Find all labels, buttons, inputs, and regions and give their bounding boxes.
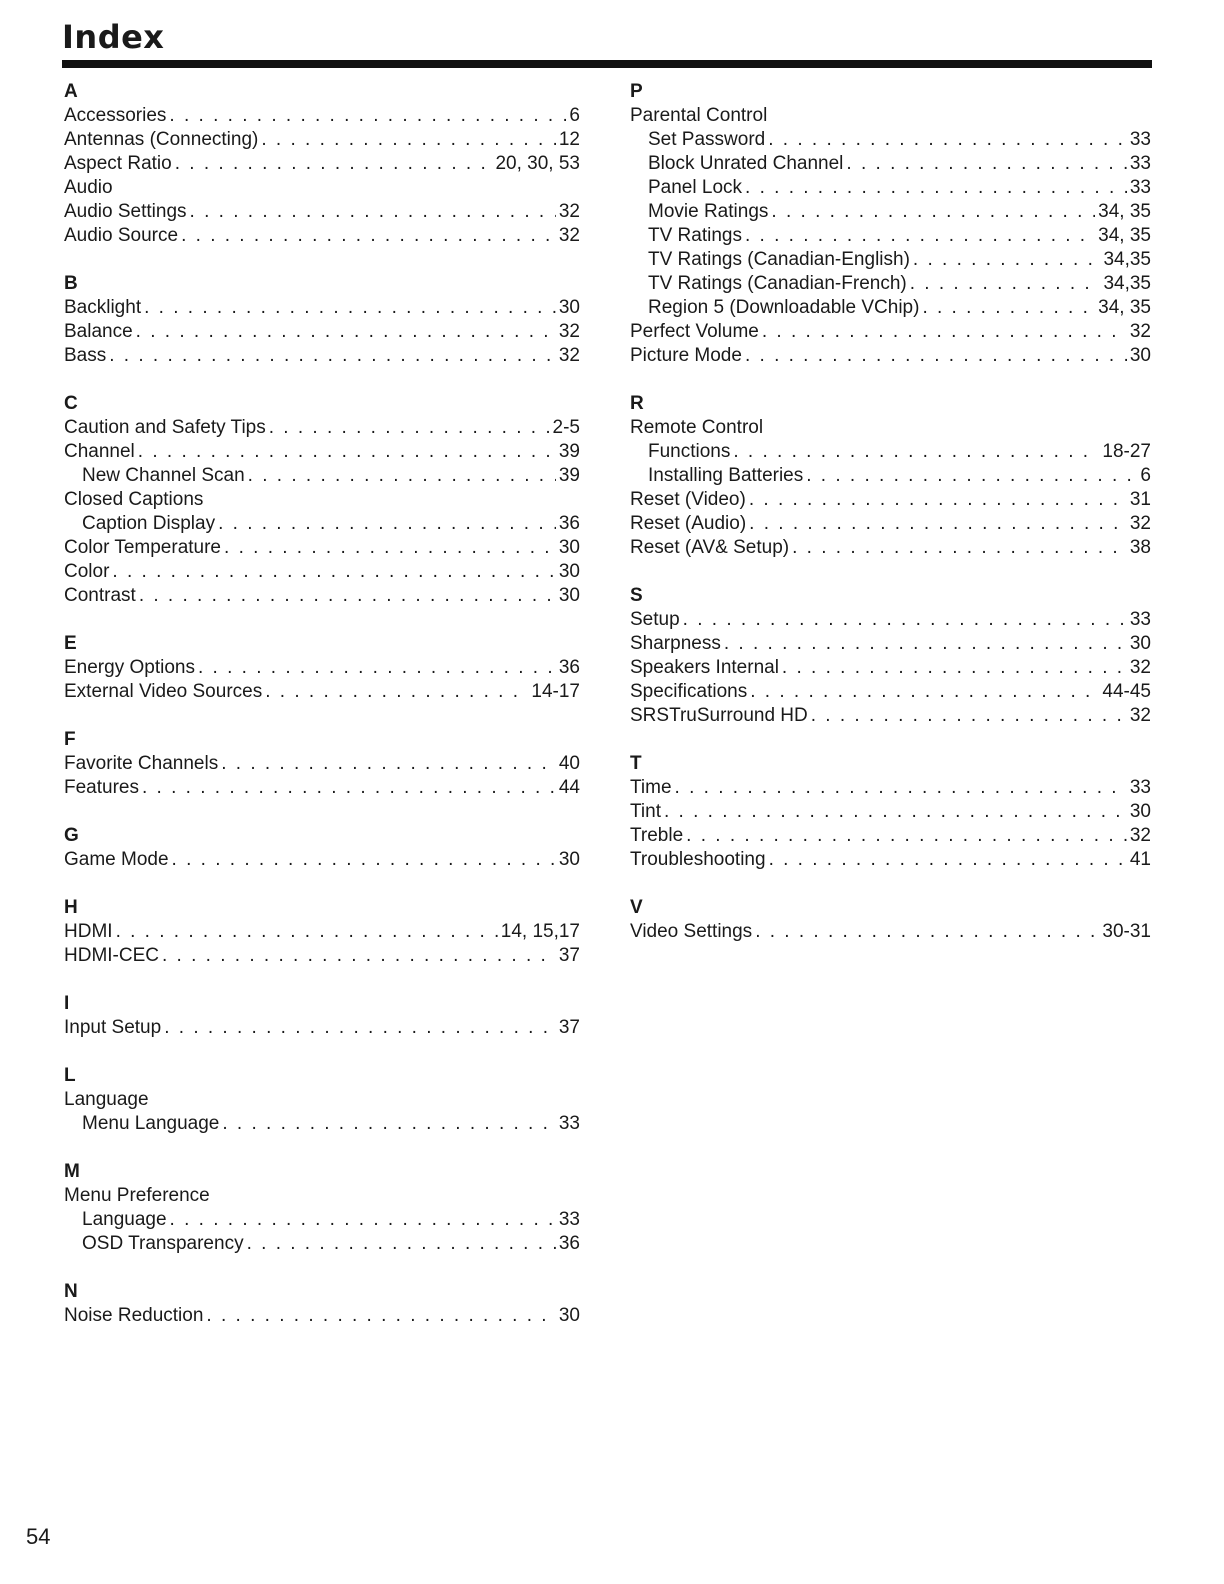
entry-label: Sharpness xyxy=(630,633,721,654)
dot-leader xyxy=(675,776,1127,800)
index-entry xyxy=(64,1112,580,1136)
dot-leader xyxy=(224,536,556,560)
entry-page: 30 xyxy=(1129,633,1151,654)
dot-leader xyxy=(247,1232,556,1256)
entry-label: Balance xyxy=(64,321,133,342)
index-entry xyxy=(64,944,580,968)
dot-leader xyxy=(136,320,556,344)
index-entry xyxy=(64,584,580,608)
dot-leader xyxy=(162,944,556,968)
entry-page: 30 xyxy=(558,1305,580,1326)
dot-leader xyxy=(664,800,1127,824)
entry-label: Caution and Safety Tips xyxy=(64,417,266,438)
page-title: Index xyxy=(62,18,165,56)
entry-label: Region 5 (Downloadable VChip) xyxy=(648,297,920,318)
index-section-s xyxy=(630,584,1151,728)
index-entry xyxy=(64,776,580,800)
entry-page: 36 xyxy=(558,1233,580,1254)
index-entry xyxy=(64,344,580,368)
entry-page: 30 xyxy=(558,297,580,318)
entry-page: 32 xyxy=(558,345,580,366)
index-section-g xyxy=(64,824,580,872)
index-column-right xyxy=(630,80,1151,968)
index-entry xyxy=(630,848,1151,872)
index-entry xyxy=(630,248,1151,272)
entry-label: Noise Reduction xyxy=(64,1305,204,1326)
dot-leader xyxy=(169,104,566,128)
index-heading: Menu Preference xyxy=(64,1185,210,1206)
index-heading: Language xyxy=(64,1089,149,1110)
entry-page: 36 xyxy=(558,513,580,534)
entry-label: Troubleshooting xyxy=(630,849,766,870)
entry-label: Set Password xyxy=(648,129,766,150)
dot-leader xyxy=(222,1112,556,1136)
dot-leader xyxy=(248,464,556,488)
entry-label: Block Unrated Channel xyxy=(648,153,844,174)
index-entry xyxy=(630,680,1151,704)
entry-label: Audio Source xyxy=(64,225,179,246)
entry-label: Game Mode xyxy=(64,849,169,870)
entry-label: Language xyxy=(82,1209,167,1230)
entry-page: 34,35 xyxy=(1103,273,1151,294)
dot-leader xyxy=(762,320,1127,344)
entry-label: Caption Display xyxy=(82,513,216,534)
index-section-t xyxy=(630,752,1151,872)
entry-page: 33 xyxy=(1129,777,1151,798)
entry-page: 34,35 xyxy=(1103,249,1151,270)
entry-label: New Channel Scan xyxy=(82,465,245,486)
index-entry xyxy=(630,704,1151,728)
dot-leader xyxy=(164,1016,556,1040)
index-entry xyxy=(64,1304,580,1328)
dot-leader xyxy=(683,608,1127,632)
dot-leader xyxy=(910,272,1101,296)
entry-label: Movie Ratings xyxy=(648,201,769,222)
entry-page: 14, 15,17 xyxy=(500,921,580,942)
entry-page: 32 xyxy=(558,225,580,246)
entry-label: Installing Batteries xyxy=(648,465,804,486)
index-entry xyxy=(630,776,1151,800)
index-section-l xyxy=(64,1064,580,1136)
entry-page: 33 xyxy=(558,1209,580,1230)
index-column-left xyxy=(64,80,580,1352)
entry-label: Reset (AV& Setup) xyxy=(630,537,790,558)
dot-leader xyxy=(112,560,555,584)
section-letter: B xyxy=(64,273,78,294)
entry-label: Color xyxy=(64,561,110,582)
entry-page: 39 xyxy=(558,441,580,462)
entry-page: 34, 35 xyxy=(1098,225,1151,246)
entry-label: External Video Sources xyxy=(64,681,263,702)
index-section-f xyxy=(64,728,580,800)
dot-leader xyxy=(724,632,1127,656)
index-section-e xyxy=(64,632,580,704)
dot-leader xyxy=(261,128,556,152)
entry-page: 36 xyxy=(558,657,580,678)
entry-label: Channel xyxy=(64,441,135,462)
entry-label: Backlight xyxy=(64,297,142,318)
index-entry xyxy=(64,104,580,128)
section-letter: N xyxy=(64,1281,78,1302)
entry-page: 40 xyxy=(558,753,580,774)
index-entry xyxy=(630,152,1151,176)
dot-leader xyxy=(175,152,493,176)
index-entry xyxy=(630,296,1151,320)
index-entry xyxy=(630,200,1151,224)
index-section-n xyxy=(64,1280,580,1328)
entry-page: 30 xyxy=(558,849,580,870)
index-heading: Parental Control xyxy=(630,105,768,126)
section-letter: A xyxy=(64,81,78,102)
entry-page: 32 xyxy=(1129,657,1151,678)
index-entry xyxy=(64,296,580,320)
entry-label: Input Setup xyxy=(64,1017,162,1038)
dot-leader xyxy=(806,464,1137,488)
entry-page: 33 xyxy=(1129,177,1151,198)
entry-page: 32 xyxy=(1129,513,1151,534)
entry-label: Accessories xyxy=(64,105,167,126)
index-section-b xyxy=(64,272,580,368)
entry-page: 39 xyxy=(558,465,580,486)
entry-label: Aspect Ratio xyxy=(64,153,172,174)
page-number: 54 xyxy=(26,1524,51,1549)
entry-page: 41 xyxy=(1129,849,1151,870)
entry-label: Panel Lock xyxy=(648,177,743,198)
entry-label: Energy Options xyxy=(64,657,195,678)
dot-leader xyxy=(792,536,1127,560)
entry-page: 31 xyxy=(1129,489,1151,510)
index-entry xyxy=(630,320,1151,344)
entry-label: Features xyxy=(64,777,139,798)
dot-leader xyxy=(769,848,1127,872)
dot-leader xyxy=(172,848,556,872)
section-letter: S xyxy=(630,585,643,606)
entry-page: 18-27 xyxy=(1102,441,1151,462)
section-letter: C xyxy=(64,393,78,414)
dot-leader xyxy=(265,680,528,704)
entry-page: 30-31 xyxy=(1102,921,1151,942)
index-entry xyxy=(64,464,580,488)
section-letter: V xyxy=(630,897,643,918)
index-entry xyxy=(630,632,1151,656)
dot-leader xyxy=(745,224,1095,248)
dot-leader xyxy=(269,416,550,440)
entry-page: 37 xyxy=(558,945,580,966)
index-entry xyxy=(630,176,1151,200)
section-letter: F xyxy=(64,729,76,750)
entry-page: 6 xyxy=(1140,465,1151,486)
index-section-v xyxy=(630,896,1151,944)
entry-label: Perfect Volume xyxy=(630,321,759,342)
entry-label: Contrast xyxy=(64,585,136,606)
entry-page: 2-5 xyxy=(552,417,580,438)
entry-label: Time xyxy=(630,777,672,798)
index-entry xyxy=(630,272,1151,296)
entry-label: Audio Settings xyxy=(64,201,187,222)
index-entry xyxy=(64,656,580,680)
dot-leader xyxy=(181,224,556,248)
entry-label: Reset (Video) xyxy=(630,489,746,510)
entry-page: 34, 35 xyxy=(1098,297,1151,318)
index-heading: Remote Control xyxy=(630,417,764,438)
entry-page: 33 xyxy=(1129,129,1151,150)
index-section-r xyxy=(630,392,1151,560)
entry-label: Video Settings xyxy=(630,921,753,942)
index-entry xyxy=(64,440,580,464)
dot-leader xyxy=(139,584,556,608)
entry-label: OSD Transparency xyxy=(82,1233,244,1254)
entry-page: 37 xyxy=(558,1017,580,1038)
index-entry xyxy=(630,128,1151,152)
entry-page: 20, 30, 53 xyxy=(495,153,580,174)
entry-page: 30 xyxy=(1129,801,1151,822)
entry-page: 14-17 xyxy=(531,681,580,702)
entry-page: 33 xyxy=(558,1113,580,1134)
entry-page: 30 xyxy=(558,561,580,582)
dot-leader xyxy=(170,1208,556,1232)
entry-page: 6 xyxy=(569,105,580,126)
entry-page: 30 xyxy=(1129,345,1151,366)
entry-label: TV Ratings (Canadian-English) xyxy=(648,249,910,270)
dot-leader xyxy=(745,344,1127,368)
dot-leader xyxy=(198,656,556,680)
index-entry xyxy=(64,416,580,440)
index-entry xyxy=(64,1016,580,1040)
index-entry xyxy=(630,464,1151,488)
section-letter: H xyxy=(64,897,78,918)
entry-page: 32 xyxy=(1129,705,1151,726)
index-entry xyxy=(630,512,1151,536)
section-letter: G xyxy=(64,825,79,846)
entry-label: Bass xyxy=(64,345,107,366)
dot-leader xyxy=(190,200,556,224)
dot-leader xyxy=(782,656,1127,680)
entry-page: 32 xyxy=(1129,825,1151,846)
entry-page: 38 xyxy=(1129,537,1151,558)
entry-label: Functions xyxy=(648,441,731,462)
index-entry xyxy=(630,488,1151,512)
index-heading: Audio xyxy=(64,177,113,198)
index-entry xyxy=(64,752,580,776)
index-section-i xyxy=(64,992,580,1040)
index-entry xyxy=(64,1208,580,1232)
dot-leader xyxy=(755,920,1099,944)
entry-page: 32 xyxy=(558,321,580,342)
index-section-p xyxy=(630,80,1151,368)
entry-label: TV Ratings xyxy=(648,225,742,246)
entry-page: 34, 35 xyxy=(1098,201,1151,222)
entry-page: 44 xyxy=(558,777,580,798)
entry-label: Picture Mode xyxy=(630,345,742,366)
dot-leader xyxy=(749,488,1127,512)
index-section-h xyxy=(64,896,580,968)
entry-label: HDMI xyxy=(64,921,113,942)
index-entry xyxy=(64,920,580,944)
index-section-m xyxy=(64,1160,580,1256)
index-heading: Closed Captions xyxy=(64,489,204,510)
dot-leader xyxy=(922,296,1095,320)
section-letter: L xyxy=(64,1065,76,1086)
index-entry xyxy=(64,1232,580,1256)
title-rule xyxy=(62,60,1152,68)
dot-leader xyxy=(750,680,1099,704)
index-section-c xyxy=(64,392,580,608)
entry-label: Tint xyxy=(630,801,661,822)
entry-page: 30 xyxy=(558,585,580,606)
index-entry xyxy=(630,824,1151,848)
entry-label: Antennas (Connecting) xyxy=(64,129,259,150)
entry-page: 12 xyxy=(558,129,580,150)
dot-leader xyxy=(733,440,1099,464)
entry-label: Specifications xyxy=(630,681,748,702)
index-entry xyxy=(630,536,1151,560)
index-entry xyxy=(64,536,580,560)
index-entry xyxy=(630,800,1151,824)
index-entry xyxy=(64,128,580,152)
index-entry xyxy=(630,344,1151,368)
section-letter: P xyxy=(630,81,643,102)
entry-label: TV Ratings (Canadian-French) xyxy=(648,273,907,294)
entry-page: 44-45 xyxy=(1102,681,1151,702)
entry-label: SRSTruSurround HD xyxy=(630,705,808,726)
entry-page: 32 xyxy=(1129,321,1151,342)
section-letter: T xyxy=(630,753,642,774)
index-entry xyxy=(64,320,580,344)
section-letter: M xyxy=(64,1161,80,1182)
dot-leader xyxy=(768,128,1127,152)
entry-label: Favorite Channels xyxy=(64,753,219,774)
entry-page: 33 xyxy=(1129,153,1151,174)
index-entry xyxy=(630,224,1151,248)
index-entry xyxy=(64,152,580,176)
index-entry xyxy=(64,200,580,224)
entry-label: Menu Language xyxy=(82,1113,220,1134)
dot-leader xyxy=(218,512,556,536)
entry-label: HDMI-CEC xyxy=(64,945,159,966)
entry-label: Treble xyxy=(630,825,684,846)
dot-leader xyxy=(913,248,1101,272)
index-entry xyxy=(64,848,580,872)
section-letter: E xyxy=(64,633,77,654)
index-entry xyxy=(630,920,1151,944)
entry-page: 32 xyxy=(558,201,580,222)
index-entry xyxy=(64,512,580,536)
index-entry xyxy=(64,680,580,704)
dot-leader xyxy=(811,704,1127,728)
dot-leader xyxy=(144,296,556,320)
dot-leader xyxy=(142,776,556,800)
dot-leader xyxy=(846,152,1126,176)
entry-label: Reset (Audio) xyxy=(630,513,747,534)
index-entry xyxy=(630,656,1151,680)
dot-leader xyxy=(745,176,1127,200)
index-entry xyxy=(630,440,1151,464)
section-letter: R xyxy=(630,393,644,414)
dot-leader xyxy=(109,344,556,368)
dot-leader xyxy=(749,512,1127,536)
dot-leader xyxy=(138,440,556,464)
section-letter: I xyxy=(64,993,70,1014)
dot-leader xyxy=(771,200,1095,224)
dot-leader xyxy=(221,752,556,776)
entry-page: 33 xyxy=(1129,609,1151,630)
entry-page: 30 xyxy=(558,537,580,558)
entry-label: Setup xyxy=(630,609,680,630)
index-section-a xyxy=(64,80,580,248)
entry-label: Color Temperature xyxy=(64,537,222,558)
dot-leader xyxy=(206,1304,555,1328)
dot-leader xyxy=(686,824,1127,848)
index-entry xyxy=(64,224,580,248)
index-entry xyxy=(64,560,580,584)
entry-label: Speakers Internal xyxy=(630,657,779,678)
dot-leader xyxy=(116,920,498,944)
index-entry xyxy=(630,608,1151,632)
